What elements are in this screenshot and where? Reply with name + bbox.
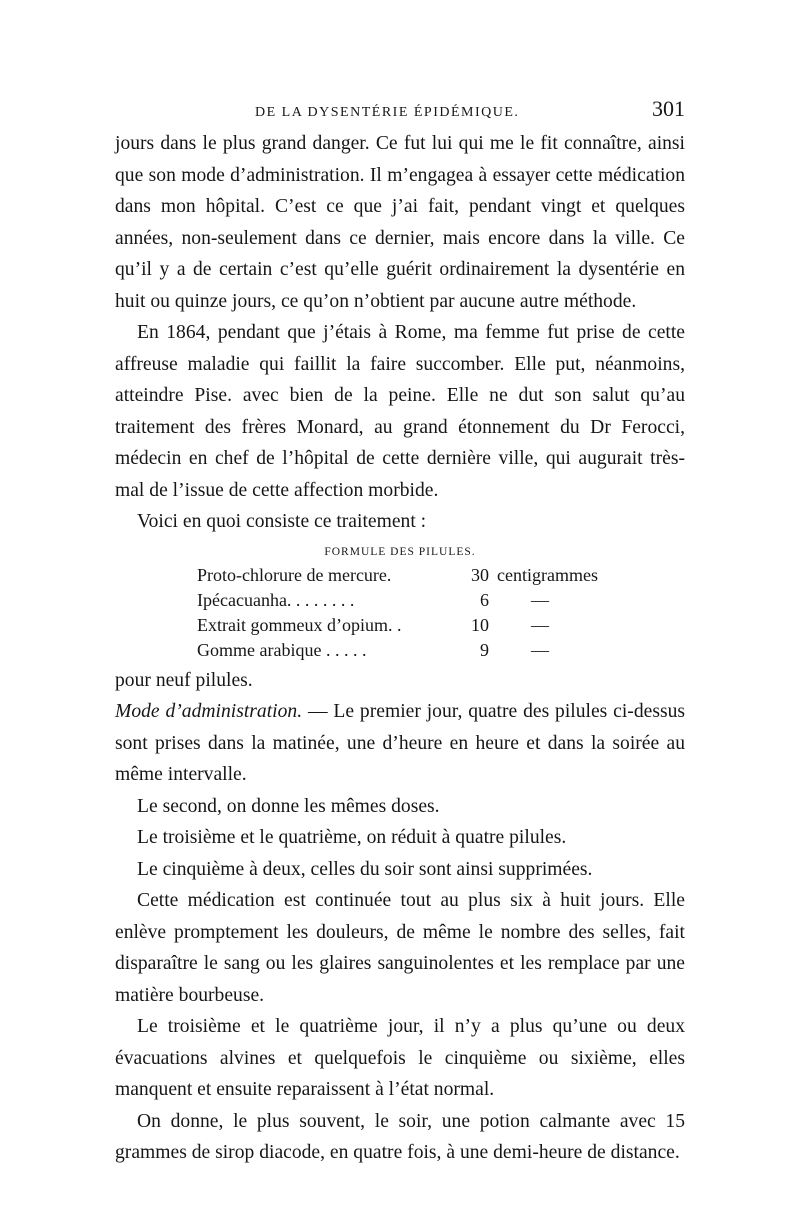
quantity: 6 xyxy=(480,589,489,610)
formula-row xyxy=(197,638,657,663)
formula-title: FORMULE DES PILULES. xyxy=(324,545,476,558)
paragraph: pour neuf pilules. xyxy=(115,669,253,691)
paragraph: Cette médication est continuée tout au plus six à huit jours. Elle enlève promptement les douleurs, de même le nombre des selles, fait disparaître le sang ou les glaires sanguinolentes et les remplace par une matière bourbeuse. xyxy=(115,890,685,1006)
paragraph: En 1864, pendant que j’étais à Rome, ma femme fut prise de cette affreuse maladie qui faillit la faire succomber. Elle put, néanmoins, atteindre Pise. avec bien de la peine. Elle ne dut son salut qu’au traitement des frères Monard, au grand étonnement du Dr Ferocci, médecin en chef de l’hôpital de cette dernière ville, qui augurait très-mal de l’issue de cette affection morbide. xyxy=(115,322,685,501)
page-number: 301 xyxy=(652,96,685,121)
paragraph: Le troisième et le quatrième, on réduit à quatre pilules. xyxy=(137,827,567,848)
paragraph: Voici en quoi consiste ce traitement : xyxy=(137,511,427,532)
unit: — xyxy=(531,614,549,635)
ingredient: Proto-chlorure de mercure. xyxy=(197,564,392,585)
paragraph: On donne, le plus souvent, le soir, une potion calmante avec 15 grammes de sirop diacode, en quatre fois, à une demi-heure de distance. xyxy=(115,1110,685,1163)
mode-paragraph xyxy=(115,696,685,791)
quantity: 30 xyxy=(471,564,489,585)
quantity: 10 xyxy=(471,614,489,635)
unit: — xyxy=(531,639,549,660)
mode-text: — Le premier jour, quatre des pilules ci-dessus sont prises dans la matinée, une d’heure en heure et dans la soirée au même intervalle. xyxy=(115,701,685,785)
formula-row xyxy=(197,588,657,613)
formula-row xyxy=(197,613,657,638)
formula-row xyxy=(197,563,657,588)
page-header xyxy=(255,96,685,122)
ingredient: Gomme arabique . . . . . xyxy=(197,639,367,660)
formula-table xyxy=(197,563,657,663)
running-title: DE LA DYSENTÉRIE ÉPIDÉMIQUE. xyxy=(255,105,520,120)
paragraph: Le troisième et le quatrième jour, il n’y a plus qu’une ou deux évacuations alvines et quelquefois le cinquième ou sixième, elles manquent et ensuite reparaissent à l’état normal. xyxy=(115,1016,685,1100)
unit: — xyxy=(531,589,549,610)
page-body xyxy=(115,128,685,1169)
mode-label: Mode d’administration. xyxy=(115,701,303,722)
quantity: 9 xyxy=(480,639,489,660)
ingredient: Ipécacuanha. . . . . . . . xyxy=(197,589,355,610)
unit: centigrammes xyxy=(497,564,598,585)
paragraph: jours dans le plus grand danger. Ce fut lui qui me le fit connaître, ainsi que son mode d’administration. Il m’engagea à essayer cette médication dans mon hôpital. C’est ce que j’ai fait, pendant vingt et quelques années, non-seulement dans ce dernier, mais encore dans la ville. Ce qu’il y a de certain c’est qu’elle guérit ordinairement la dysentérie en huit ou quinze jours, ce qu’on n’obtient par aucune autre méthode. xyxy=(115,133,685,312)
paragraph: Le second, on donne les mêmes doses. xyxy=(137,795,440,817)
paragraph: Le cinquième à deux, celles du soir sont ainsi supprimées. xyxy=(137,858,593,880)
ingredient: Extrait gommeux d’opium. . xyxy=(197,614,402,635)
